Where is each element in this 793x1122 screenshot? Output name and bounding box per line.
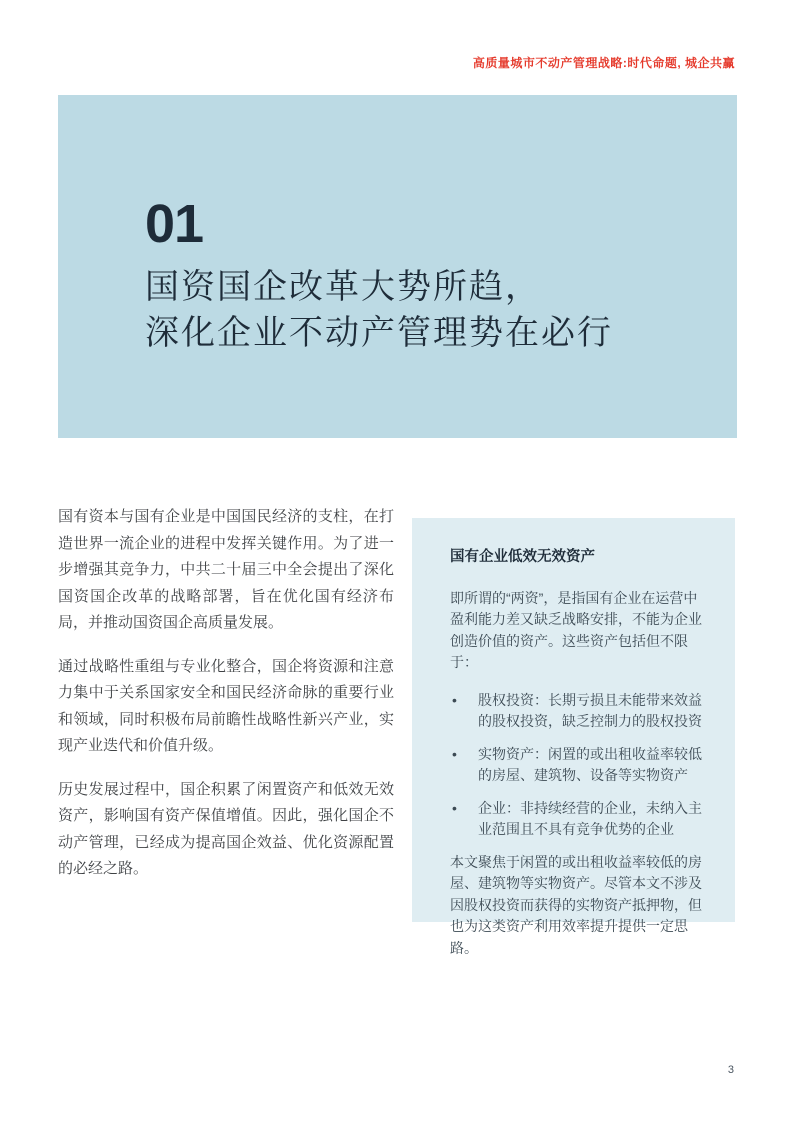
bullet-icon: • xyxy=(452,691,457,708)
body-paragraph: 历史发展过程中，国企积累了闲置资产和低效无效资产，影响国有资产保值增值。因此，强化国企不动产管理，已经成为提高国企效益、优化资源配置的必经之路。 xyxy=(58,780,394,877)
body-paragraph: 通过战略性重组与专业化整合，国企将资源和注意力集中于关系国家安全和国民经济命脉的重要行业和领域，同时积极布局前瞻性战略性新兴产业，实现产业迭代和价值升级。 xyxy=(58,657,394,754)
bullet-text: 实物资产：闲置的或出租收益率较低的房屋、建筑物、设备等实物资产 xyxy=(478,745,702,783)
chapter-title xyxy=(145,264,697,356)
chapter-title-line1: 国资国企改革大势所趋， xyxy=(145,268,541,306)
running-header: 高质量城市不动产管理战略:时代命题, 城企共赢 xyxy=(472,56,735,70)
page-number: 3 xyxy=(727,1064,734,1076)
chapter-banner xyxy=(58,95,737,438)
bullet-icon: • xyxy=(452,745,457,762)
bullet-icon: • xyxy=(452,799,457,816)
body-text-column xyxy=(58,504,394,900)
bullet-text: 股权投资：长期亏损且未能带来效益的股权投资，缺乏控制力的股权投资 xyxy=(478,691,702,729)
info-box-outro: 本文聚焦于闲置的或出租收益率较低的房屋、建筑物等实物资产。尽管本文不涉及因股权投资而获得的实物资产抵押物，但也为这类资产利用效率提升提供一定思路。 xyxy=(450,853,702,956)
bullet-item xyxy=(450,690,710,733)
info-box-intro: 即所谓的“两资”，是指国有企业在运营中盈利能力差又缺乏战略安排，不能为企业创造价值的资产。这些资产包括但不限于： xyxy=(450,589,702,670)
body-paragraph: 国有资本与国有企业是中国国民经济的支柱，在打造世界一流企业的进程中发挥关键作用。为了进一步增强其竞争力，中共二十届三中全会提出了深化国资国企改革的战略部署，旨在优化国有经济布局，并推动国资国企高质量发展。 xyxy=(58,508,394,631)
bullet-text: 企业：非持续经营的企业，未纳入主业范围且不具有竞争优势的企业 xyxy=(478,799,702,837)
bullet-item xyxy=(450,744,710,787)
info-box-bullet-list xyxy=(450,690,710,841)
info-box-title: 国有企业低效无效资产 xyxy=(450,549,595,565)
chapter-title-line2: 深化企业不动产管理势在必行 xyxy=(145,314,613,352)
chapter-number: 01 xyxy=(145,194,204,254)
bullet-item xyxy=(450,798,710,841)
sidebar-info-box xyxy=(412,518,735,956)
